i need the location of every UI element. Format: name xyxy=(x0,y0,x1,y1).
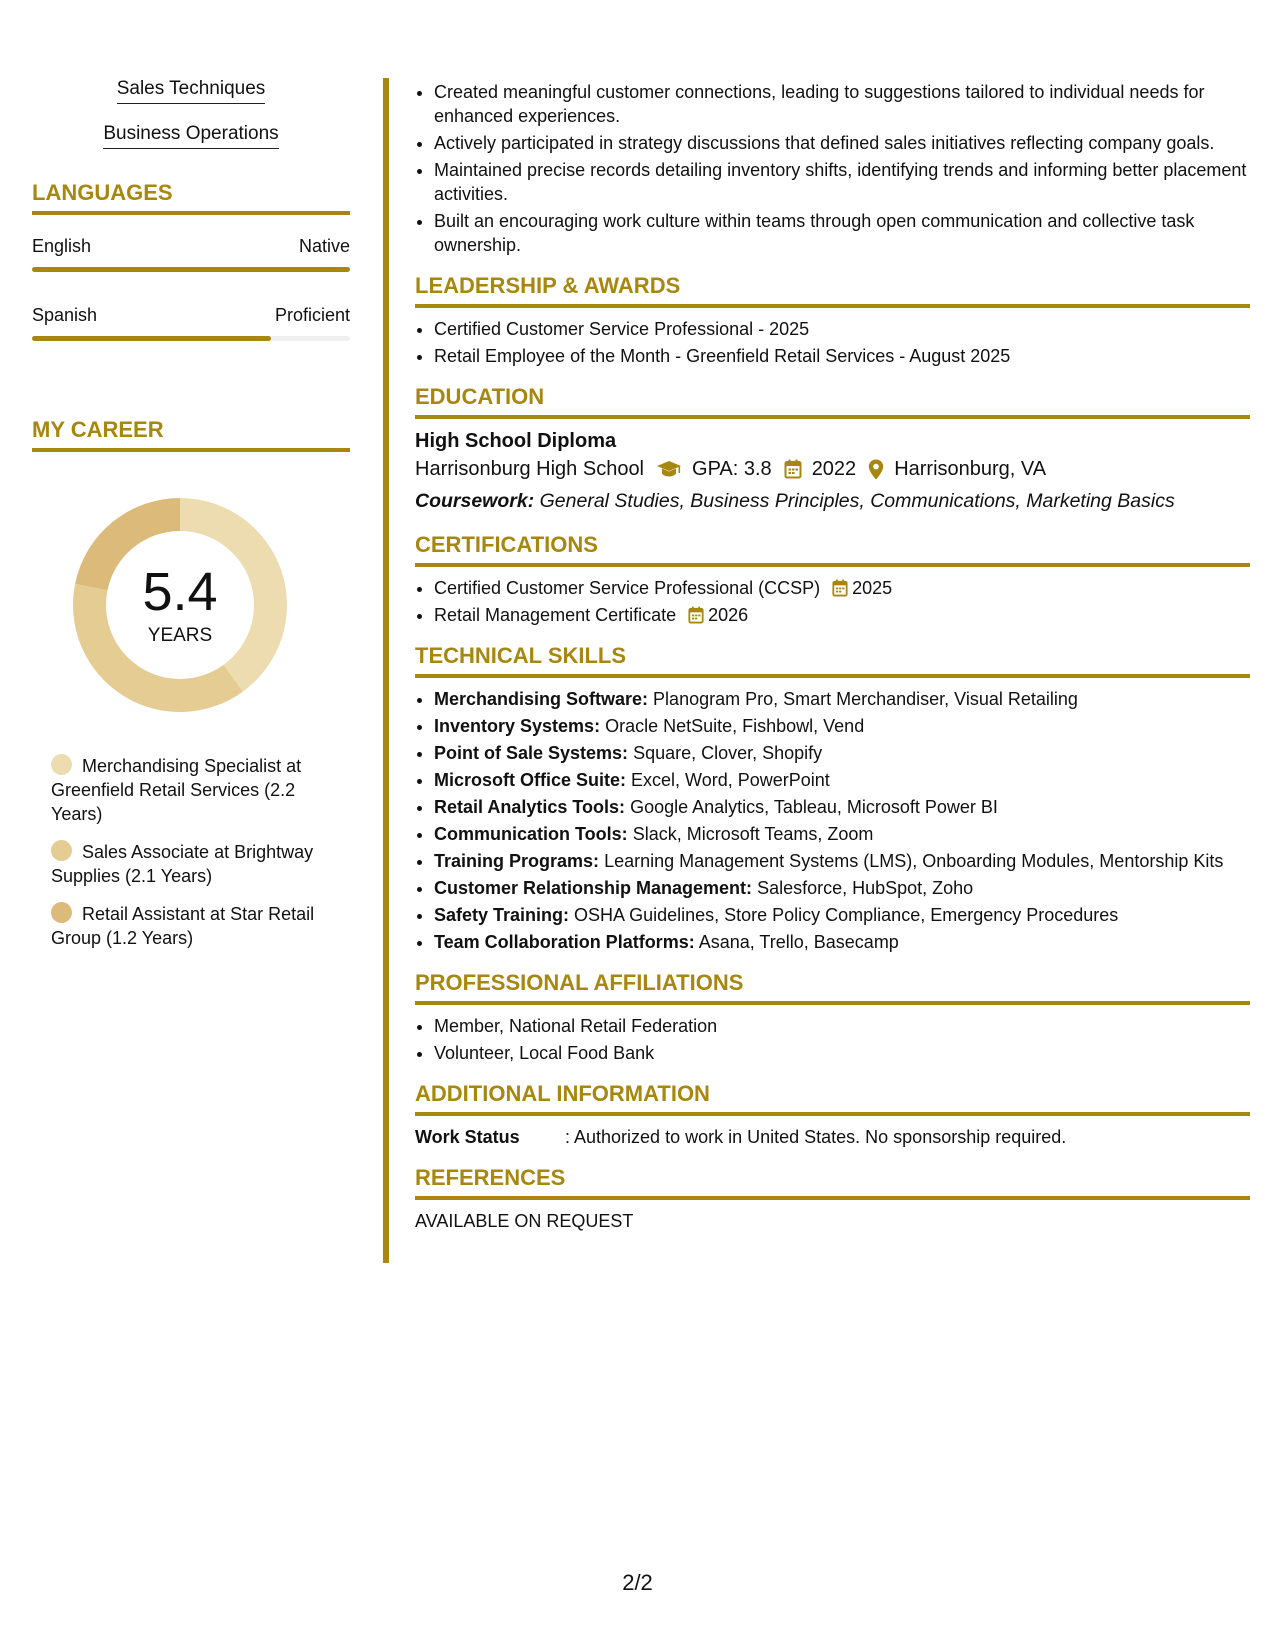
skill-values: Excel, Word, PowerPoint xyxy=(631,770,830,790)
language-name: Spanish xyxy=(32,305,98,325)
list-item: • Built an encouraging work culture within teams through open communication and collective task ownership. xyxy=(434,209,1250,257)
list-item: • Retail Employee of the Month - Greenfield Retail Services - August 2025 xyxy=(434,344,1250,368)
list-item xyxy=(434,930,1250,954)
skill-tag: Sales Techniques xyxy=(117,78,266,104)
skill-values: Asana, Trello, Basecamp xyxy=(698,932,899,952)
school-location: Harrisonburg, VA xyxy=(894,458,1047,480)
education-details xyxy=(415,454,1250,484)
additional-info-section xyxy=(415,1081,1250,1149)
section-heading: CERTIFICATIONS xyxy=(415,532,1250,567)
skill-category: Retail Analytics Tools: xyxy=(434,797,626,817)
certification-name: • Certified Customer Service Professional (CCSP) xyxy=(434,578,821,598)
career-donut-chart xyxy=(65,490,295,720)
career-legend-item xyxy=(51,840,331,888)
references-text: AVAILABLE ON REQUEST xyxy=(415,1211,634,1231)
skill-values: Salesforce, HubSpot, Zoho xyxy=(757,878,974,898)
certification-name: • Retail Management Certificate xyxy=(434,605,677,625)
language-bar-fill xyxy=(32,267,350,272)
career-heading: MY CAREER xyxy=(32,417,350,452)
education-section xyxy=(415,384,1250,516)
list-item: • Actively participated in strategy discussions that defined sales initiatives reflecting company goals. xyxy=(434,131,1250,155)
certification-year: 2025 xyxy=(852,578,893,598)
column-divider xyxy=(383,78,389,1263)
list-item xyxy=(434,714,1250,738)
list-item xyxy=(434,741,1250,765)
section-heading: PROFESSIONAL AFFILIATIONS xyxy=(415,970,1250,1005)
list-item xyxy=(434,768,1250,792)
degree-title: High School Diploma xyxy=(415,430,617,452)
section-heading: ADDITIONAL INFORMATION xyxy=(415,1081,1250,1116)
section-heading: LEADERSHIP & AWARDS xyxy=(415,273,1250,308)
list-item: • Volunteer, Local Food Bank xyxy=(434,1041,1250,1065)
skill-values: Slack, Microsoft Teams, Zoom xyxy=(632,824,874,844)
career-legend-label: Sales Associate at Brightway Supplies (2.1 Years) xyxy=(51,842,314,886)
skill-category: Merchandising Software: xyxy=(434,689,649,709)
calendar-icon xyxy=(832,579,848,597)
skill-values: OSHA Guidelines, Store Policy Compliance, Emergency Procedures xyxy=(574,905,1119,925)
language-name: English xyxy=(32,236,92,256)
language-bar-fill xyxy=(32,336,271,341)
skill-category: Customer Relationship Management: xyxy=(434,878,753,898)
skill-tag: Business Operations xyxy=(103,123,278,149)
skill-category: Point of Sale Systems: xyxy=(434,743,629,763)
skill-values: Google Analytics, Tableau, Microsoft Power BI xyxy=(630,797,998,817)
list-item: • Created meaningful customer connections, leading to suggestions tailored to individual needs for enhanced experiences. xyxy=(434,80,1250,128)
gpa: GPA: 3.8 xyxy=(692,458,772,480)
list-item xyxy=(434,603,1250,627)
calendar-icon xyxy=(688,606,704,624)
list-item xyxy=(434,576,1250,600)
location-pin-icon xyxy=(868,459,884,480)
skill-category: Inventory Systems: xyxy=(434,716,601,736)
coursework-list: General Studies, Business Principles, Communications, Marketing Basics xyxy=(539,490,1175,512)
career-legend-item xyxy=(51,754,331,826)
career-legend-label: Merchandising Specialist at Greenfield Retail Services (2.2 Years) xyxy=(51,756,302,824)
legend-dot xyxy=(51,754,72,775)
coursework xyxy=(415,486,1250,516)
list-item xyxy=(434,849,1250,873)
career-legend xyxy=(51,754,331,950)
certifications-section xyxy=(415,532,1250,627)
work-status-value: : Authorized to work in United States. No sponsorship required. xyxy=(565,1127,1067,1147)
coursework-label: Coursework: xyxy=(415,490,535,512)
certification-year: 2026 xyxy=(708,605,749,625)
list-item xyxy=(434,822,1250,846)
legend-dot xyxy=(51,902,72,923)
list-item xyxy=(434,687,1250,711)
section-heading: REFERENCES xyxy=(415,1165,1250,1200)
leadership-section xyxy=(415,273,1250,368)
languages-heading: LANGUAGES xyxy=(32,180,350,215)
list-item xyxy=(434,903,1250,927)
legend-dot xyxy=(51,840,72,861)
skill-values: Square, Clover, Shopify xyxy=(633,743,823,763)
language-level: Native xyxy=(298,236,350,256)
school-name: Harrisonburg High School xyxy=(415,458,645,480)
main-content xyxy=(415,80,1250,1233)
list-item: • Maintained precise records detailing inventory shifts, identifying trends and informing better placement activities. xyxy=(434,158,1250,206)
skill-category: Team Collaboration Platforms: xyxy=(434,932,695,952)
skill-category: Communication Tools: xyxy=(434,824,628,844)
technical-skills-section xyxy=(415,643,1250,954)
career-legend-label: Retail Assistant at Star Retail Group (1.2 Years) xyxy=(51,904,315,948)
list-item: • Member, National Retail Federation xyxy=(434,1014,1250,1038)
skill-values: Planogram Pro, Smart Merchandiser, Visual Retailing xyxy=(653,689,1078,709)
section-heading: TECHNICAL SKILLS xyxy=(415,643,1250,678)
graduation-cap-icon xyxy=(656,460,682,478)
language-item xyxy=(32,235,350,272)
work-status-row xyxy=(415,1125,1250,1149)
career-total-years: 5.4 xyxy=(142,562,218,622)
sidebar xyxy=(32,78,350,964)
language-bar xyxy=(32,336,350,341)
skill-values: Learning Management Systems (LMS), Onboarding Modules, Mentorship Kits xyxy=(604,851,1224,871)
references-section xyxy=(415,1165,1250,1233)
list-item xyxy=(434,876,1250,900)
list-item xyxy=(434,795,1250,819)
career-total-unit: YEARS xyxy=(147,625,213,646)
language-item xyxy=(32,304,350,341)
skill-category: Training Programs: xyxy=(434,851,600,871)
section-heading: EDUCATION xyxy=(415,384,1250,419)
skill-category: Microsoft Office Suite: xyxy=(434,770,627,790)
affiliations-section xyxy=(415,970,1250,1065)
experience-bullets xyxy=(415,80,1250,257)
skill-category: Safety Training: xyxy=(434,905,570,925)
work-status-label: Work Status xyxy=(415,1127,520,1147)
graduation-year: 2022 xyxy=(811,458,857,480)
calendar-icon xyxy=(784,459,802,479)
skill-values: Oracle NetSuite, Fishbowl, Vend xyxy=(605,716,865,736)
language-level: Proficient xyxy=(274,305,350,325)
language-bar xyxy=(32,267,350,272)
page-number: 2/2 xyxy=(622,1570,653,1595)
career-legend-item xyxy=(51,902,331,950)
list-item: • Certified Customer Service Professional - 2025 xyxy=(434,317,1250,341)
